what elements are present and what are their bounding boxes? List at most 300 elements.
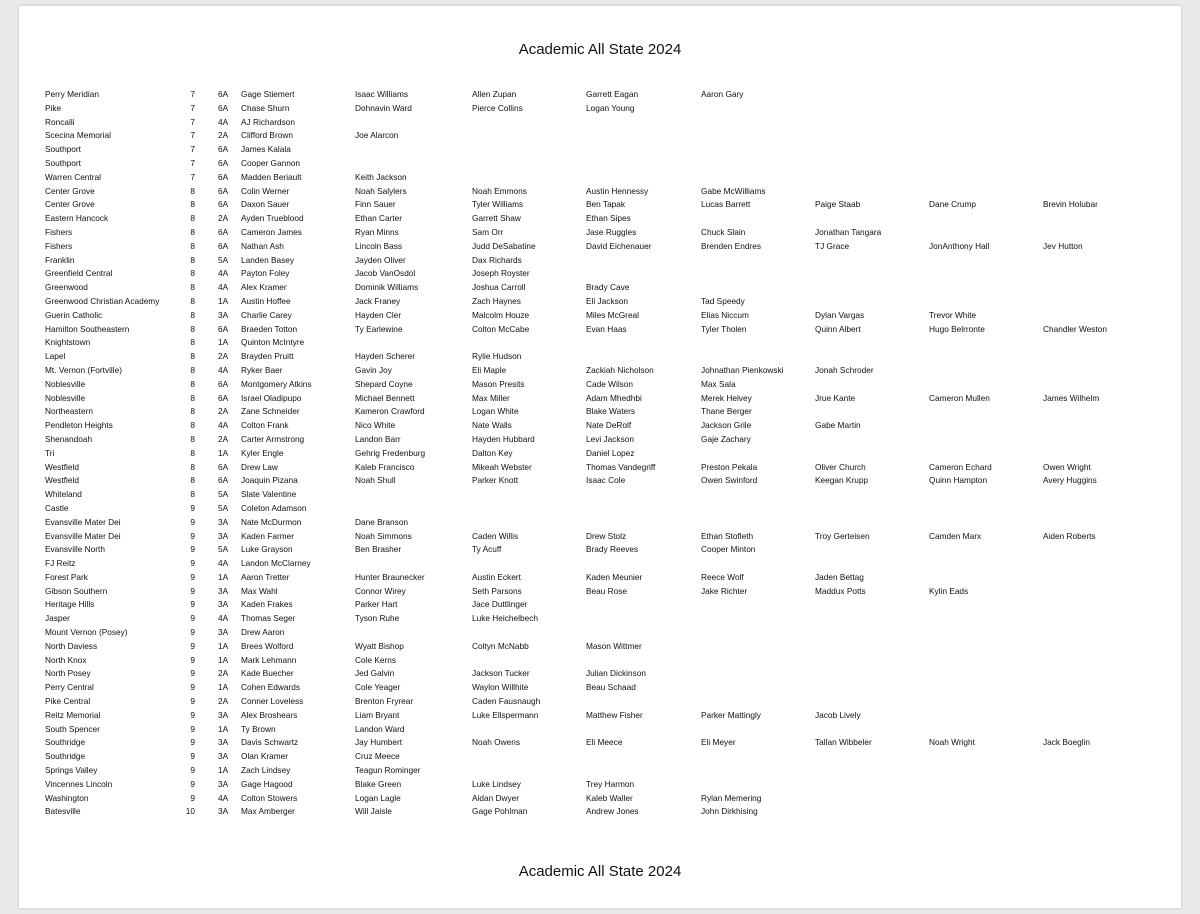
class-cell: 6A bbox=[218, 185, 229, 196]
student-name-cell: Colton Stowers bbox=[241, 792, 298, 803]
student-name-cell: Tyler Tholen bbox=[701, 323, 747, 334]
table-row bbox=[19, 543, 1181, 557]
school-cell: Franklin bbox=[45, 254, 75, 265]
class-cell: 4A bbox=[218, 613, 229, 624]
student-name-cell: Blake Green bbox=[355, 778, 402, 789]
student-name-cell: Merek Helvey bbox=[701, 392, 752, 403]
school-cell: North Daviess bbox=[45, 640, 98, 651]
student-name-cell: Will Jaisle bbox=[355, 806, 392, 817]
district-cell: 8 bbox=[190, 351, 195, 362]
class-cell: 1A bbox=[218, 640, 229, 651]
table-row bbox=[19, 571, 1181, 585]
student-name-cell: Dax Richards bbox=[472, 254, 522, 265]
class-cell: 6A bbox=[218, 461, 229, 472]
student-name-cell: Carter Armstrong bbox=[241, 433, 305, 444]
district-cell: 8 bbox=[190, 226, 195, 237]
student-name-cell: Ryker Baer bbox=[241, 364, 283, 375]
student-name-cell: Hayden Hubbard bbox=[472, 433, 535, 444]
student-name-cell: Seth Parsons bbox=[472, 585, 522, 596]
district-cell: 7 bbox=[190, 116, 195, 127]
student-name-cell: Gavin Joy bbox=[355, 364, 392, 375]
student-name-cell: Landen Basey bbox=[241, 254, 295, 265]
document-page bbox=[19, 6, 1181, 908]
student-name-cell: Tallan Wibbeler bbox=[815, 737, 872, 748]
student-name-cell: David Eichenauer bbox=[586, 240, 652, 251]
student-name-cell: Drew Stolz bbox=[586, 530, 627, 541]
school-cell: Shenandoah bbox=[45, 433, 93, 444]
student-name-cell: Nate McDurmon bbox=[241, 516, 302, 527]
student-name-cell: Colton Frank bbox=[241, 420, 289, 431]
school-cell: Southridge bbox=[45, 751, 86, 762]
table-row bbox=[19, 723, 1181, 737]
student-name-cell: Israel Oladipupo bbox=[241, 392, 302, 403]
district-cell: 8 bbox=[190, 378, 195, 389]
student-name-cell: Jack Franey bbox=[355, 295, 401, 306]
student-name-cell: Malcolm Houze bbox=[472, 309, 530, 320]
student-name-cell: Chuck Slain bbox=[701, 226, 746, 237]
school-cell: Evansville Mater Dei bbox=[45, 516, 121, 527]
student-name-cell: Connor Wirey bbox=[355, 585, 406, 596]
table-row bbox=[19, 461, 1181, 475]
student-name-cell: Isaac Cole bbox=[586, 475, 626, 486]
table-row bbox=[19, 226, 1181, 240]
class-cell: 2A bbox=[218, 668, 229, 679]
table-row bbox=[19, 295, 1181, 309]
student-name-cell: Noah Wright bbox=[929, 737, 975, 748]
district-cell: 9 bbox=[190, 723, 195, 734]
student-name-cell: Jackson Tucker bbox=[472, 668, 530, 679]
school-cell: Greenwood bbox=[45, 282, 88, 293]
school-cell: Fishers bbox=[45, 240, 73, 251]
school-cell: Southport bbox=[45, 144, 81, 155]
school-cell: Lapel bbox=[45, 351, 66, 362]
school-cell: Greenfield Central bbox=[45, 268, 113, 279]
student-name-cell: Finn Sauer bbox=[355, 199, 396, 210]
district-cell: 8 bbox=[190, 337, 195, 348]
student-name-cell: Mikeah Webster bbox=[472, 461, 532, 472]
student-name-cell: Beau Rose bbox=[586, 585, 628, 596]
school-cell: Fishers bbox=[45, 226, 73, 237]
student-name-cell: Austin Hoffee bbox=[241, 295, 291, 306]
student-name-cell: Brevin Holubar bbox=[1043, 199, 1098, 210]
table-row bbox=[19, 530, 1181, 544]
student-name-cell: Liam Bryant bbox=[355, 709, 400, 720]
district-cell: 8 bbox=[190, 309, 195, 320]
class-cell: 6A bbox=[218, 144, 229, 155]
table-row bbox=[19, 681, 1181, 695]
district-cell: 8 bbox=[190, 392, 195, 403]
student-name-cell: Eli Maple bbox=[472, 364, 507, 375]
student-name-cell: Cameron James bbox=[241, 226, 302, 237]
student-name-cell: Dominik Williams bbox=[355, 282, 419, 293]
student-name-cell: Noah Emmons bbox=[472, 185, 527, 196]
student-name-cell: Camden Marx bbox=[929, 530, 982, 541]
school-cell: Westfield bbox=[45, 461, 79, 472]
class-cell: 1A bbox=[218, 337, 229, 348]
student-name-cell: Tad Speedy bbox=[701, 295, 745, 306]
district-cell: 8 bbox=[190, 295, 195, 306]
school-cell: North Knox bbox=[45, 654, 87, 665]
student-name-cell: Julian Dickinson bbox=[586, 668, 646, 679]
student-name-cell: Gaje Zachary bbox=[701, 433, 751, 444]
class-cell: 4A bbox=[218, 116, 229, 127]
table-row bbox=[19, 254, 1181, 268]
school-cell: Noblesville bbox=[45, 392, 86, 403]
table-row bbox=[19, 612, 1181, 626]
table-row bbox=[19, 198, 1181, 212]
table-row bbox=[19, 764, 1181, 778]
table-row bbox=[19, 240, 1181, 254]
student-name-cell: Olan Kramer bbox=[241, 751, 289, 762]
table-row bbox=[19, 88, 1181, 102]
student-name-cell: Jev Hutton bbox=[1043, 240, 1083, 251]
student-name-cell: Rylan Memering bbox=[701, 792, 762, 803]
school-cell: Jasper bbox=[45, 613, 70, 624]
school-cell: Center Grove bbox=[45, 185, 95, 196]
student-name-cell: Mason Wittmer bbox=[586, 640, 642, 651]
school-cell: Mount Vernon (Posey) bbox=[45, 627, 128, 638]
student-name-cell: Landon Ward bbox=[355, 723, 405, 734]
table-row bbox=[19, 736, 1181, 750]
student-name-cell: Jaden Bettag bbox=[815, 571, 864, 582]
school-cell: Noblesville bbox=[45, 378, 86, 389]
class-cell: 2A bbox=[218, 696, 229, 707]
student-name-cell: Logan Lagle bbox=[355, 792, 401, 803]
school-cell: Perry Meridian bbox=[45, 89, 99, 99]
table-row bbox=[19, 157, 1181, 171]
district-cell: 8 bbox=[190, 433, 195, 444]
district-cell: 8 bbox=[190, 475, 195, 486]
student-name-cell: Drew Law bbox=[241, 461, 278, 472]
student-name-cell: Paige Staab bbox=[815, 199, 861, 210]
student-name-cell: Trey Harmon bbox=[586, 778, 635, 789]
district-cell: 9 bbox=[190, 654, 195, 665]
student-name-cell: Landon McClarney bbox=[241, 558, 311, 569]
student-name-cell: Parker Mattingly bbox=[701, 709, 761, 720]
student-name-cell: Preston Pekala bbox=[701, 461, 758, 472]
student-name-cell: Joe Alarcon bbox=[355, 130, 399, 141]
student-name-cell: Blake Waters bbox=[586, 406, 636, 417]
table-row bbox=[19, 709, 1181, 723]
student-name-cell: Daxon Sauer bbox=[241, 199, 290, 210]
student-name-cell: Tyson Ruhe bbox=[355, 613, 400, 624]
student-name-cell: Clifford Brown bbox=[241, 130, 293, 141]
class-cell: 4A bbox=[218, 792, 229, 803]
student-name-cell: Nate Walls bbox=[472, 420, 512, 431]
student-name-cell: Cooper Gannon bbox=[241, 157, 301, 168]
student-name-cell: Hayden Cler bbox=[355, 309, 402, 320]
student-name-cell: Daniel Lopez bbox=[586, 447, 635, 458]
class-cell: 6A bbox=[218, 102, 229, 113]
student-name-cell: Charlie Carey bbox=[241, 309, 292, 320]
table-row bbox=[19, 281, 1181, 295]
student-name-cell: Max Miller bbox=[472, 392, 510, 403]
district-cell: 7 bbox=[190, 171, 195, 182]
class-cell: 3A bbox=[218, 751, 229, 762]
class-cell: 6A bbox=[218, 378, 229, 389]
student-name-cell: Wyatt Bishop bbox=[355, 640, 404, 651]
student-name-cell: Dylan Vargas bbox=[815, 309, 865, 320]
student-name-cell: John Dirkhising bbox=[701, 806, 758, 817]
table-row bbox=[19, 171, 1181, 185]
student-name-cell: Nico White bbox=[355, 420, 396, 431]
table-row bbox=[19, 267, 1181, 281]
school-cell: Westfield bbox=[45, 475, 79, 486]
student-name-cell: Max Sala bbox=[701, 378, 736, 389]
district-cell: 9 bbox=[190, 516, 195, 527]
school-cell: Heritage Hills bbox=[45, 599, 95, 610]
student-name-cell: Andrew Jones bbox=[586, 806, 639, 817]
table-row bbox=[19, 419, 1181, 433]
student-name-cell: Shepard Coyne bbox=[355, 378, 413, 389]
district-cell: 9 bbox=[190, 696, 195, 707]
student-name-cell: Ty Earlewine bbox=[355, 323, 403, 334]
district-cell: 8 bbox=[190, 213, 195, 224]
student-name-cell: Jackson Grile bbox=[701, 420, 752, 431]
table-row bbox=[19, 309, 1181, 323]
district-cell: 9 bbox=[190, 571, 195, 582]
table-row bbox=[19, 185, 1181, 199]
student-name-cell: Dalton Key bbox=[472, 447, 513, 458]
student-name-cell: Cole Yeager bbox=[355, 682, 401, 693]
class-cell: 6A bbox=[218, 475, 229, 486]
school-cell: Knightstown bbox=[45, 337, 91, 348]
student-name-cell: Coleton Adamson bbox=[241, 502, 307, 513]
district-cell: 8 bbox=[190, 461, 195, 472]
student-name-cell: Kaden Frakes bbox=[241, 599, 293, 610]
class-cell: 2A bbox=[218, 351, 229, 362]
district-cell: 8 bbox=[190, 268, 195, 279]
school-cell: Pike Central bbox=[45, 696, 91, 707]
student-name-cell: Jack Boeglin bbox=[1043, 737, 1091, 748]
school-cell: FJ Reitz bbox=[45, 558, 76, 569]
student-name-cell: Kylin Eads bbox=[929, 585, 969, 596]
student-name-cell: Jonah Schroder bbox=[815, 364, 874, 375]
student-name-cell: Elias Niccum bbox=[701, 309, 749, 320]
student-name-cell: Garrett Shaw bbox=[472, 213, 521, 224]
student-name-cell: Aaron Gary bbox=[701, 89, 744, 99]
district-cell: 9 bbox=[190, 544, 195, 555]
student-name-cell: Maddux Potts bbox=[815, 585, 866, 596]
table-row bbox=[19, 433, 1181, 447]
district-cell: 8 bbox=[190, 364, 195, 375]
table-row bbox=[19, 392, 1181, 406]
class-cell: 3A bbox=[218, 599, 229, 610]
class-cell: 3A bbox=[218, 627, 229, 638]
student-name-cell: James Wilhelm bbox=[1043, 392, 1100, 403]
student-name-cell: Isaac Williams bbox=[355, 89, 409, 99]
student-name-cell: Max Wahl bbox=[241, 585, 278, 596]
student-name-cell: Michael Bennett bbox=[355, 392, 415, 403]
school-cell: Perry Central bbox=[45, 682, 94, 693]
student-name-cell: Kaden Farmer bbox=[241, 530, 295, 541]
student-name-cell: Ethan Sipes bbox=[586, 213, 631, 224]
school-cell: Pendleton Heights bbox=[45, 420, 113, 431]
class-cell: 1A bbox=[218, 723, 229, 734]
student-name-cell: Kyler Engle bbox=[241, 447, 284, 458]
table-row bbox=[19, 143, 1181, 157]
student-name-cell: Cooper Minton bbox=[701, 544, 756, 555]
district-cell: 7 bbox=[190, 157, 195, 168]
student-name-cell: Colton McCabe bbox=[472, 323, 530, 334]
page-footer-title: Academic All State 2024 bbox=[518, 863, 682, 880]
student-name-cell: Payton Foley bbox=[241, 268, 290, 279]
district-cell: 8 bbox=[190, 240, 195, 251]
class-cell: 1A bbox=[218, 765, 229, 776]
student-name-cell: Drew Aaron bbox=[241, 627, 285, 638]
student-name-cell: Eli Meece bbox=[586, 737, 623, 748]
school-cell: Roncalli bbox=[45, 116, 75, 127]
student-name-cell: Lucas Barrett bbox=[701, 199, 751, 210]
student-name-cell: Ty Acuff bbox=[472, 544, 502, 555]
class-cell: 2A bbox=[218, 213, 229, 224]
student-name-cell: James Kalala bbox=[241, 144, 291, 155]
student-name-cell: Luke Grayson bbox=[241, 544, 293, 555]
school-cell: Evansville North bbox=[45, 544, 105, 555]
school-cell: Batesville bbox=[45, 806, 81, 817]
table-row bbox=[19, 336, 1181, 350]
student-name-cell: Reece Wolf bbox=[701, 571, 744, 582]
student-name-cell: Zackiah Nicholson bbox=[586, 364, 654, 375]
school-cell: Washington bbox=[45, 792, 89, 803]
student-name-cell: Ryan Minns bbox=[355, 226, 399, 237]
district-cell: 9 bbox=[190, 558, 195, 569]
student-name-cell: Kameron Crawford bbox=[355, 406, 425, 417]
school-cell: Northeastern bbox=[45, 406, 93, 417]
student-name-cell: Cohen Edwards bbox=[241, 682, 301, 693]
table-row bbox=[19, 654, 1181, 668]
student-name-cell: Jay Humbert bbox=[355, 737, 403, 748]
class-cell: 5A bbox=[218, 489, 229, 500]
student-name-cell: Thane Berger bbox=[701, 406, 752, 417]
table-row bbox=[19, 585, 1181, 599]
student-name-cell: Landon Barr bbox=[355, 433, 401, 444]
student-name-cell: Jonathan Tangara bbox=[815, 226, 882, 237]
class-cell: 1A bbox=[218, 295, 229, 306]
table-row bbox=[19, 405, 1181, 419]
district-cell: 9 bbox=[190, 778, 195, 789]
student-name-cell: Waylon Willhite bbox=[472, 682, 529, 693]
student-name-cell: Zach Lindsey bbox=[241, 765, 291, 776]
student-name-cell: Gehrig Fredenburg bbox=[355, 447, 426, 458]
class-cell: 2A bbox=[218, 130, 229, 141]
class-cell: 3A bbox=[218, 585, 229, 596]
student-name-cell: Mason Presits bbox=[472, 378, 525, 389]
class-cell: 4A bbox=[218, 268, 229, 279]
student-name-cell: Caden Willis bbox=[472, 530, 519, 541]
student-name-cell: Chase Shurn bbox=[241, 102, 290, 113]
student-name-cell: Aidan Dwyer bbox=[472, 792, 520, 803]
student-name-cell: TJ Grace bbox=[815, 240, 850, 251]
student-name-cell: Max Amberger bbox=[241, 806, 295, 817]
student-name-cell: Quinn Albert bbox=[815, 323, 861, 334]
student-name-cell: Brady Reeves bbox=[586, 544, 639, 555]
school-cell: North Posey bbox=[45, 668, 91, 679]
school-cell: Mt. Vernon (Fortville) bbox=[45, 364, 122, 375]
student-name-cell: Brenton Fryrear bbox=[355, 696, 414, 707]
student-name-cell: Keith Jackson bbox=[355, 171, 407, 182]
student-name-cell: Hayden Scherer bbox=[355, 351, 415, 362]
student-name-cell: Trevor White bbox=[929, 309, 977, 320]
district-cell: 9 bbox=[190, 668, 195, 679]
student-name-cell: Dane Crump bbox=[929, 199, 977, 210]
class-cell: 1A bbox=[218, 682, 229, 693]
school-cell: Evansville Mater Dei bbox=[45, 530, 121, 541]
student-name-cell: Quinton McIntyre bbox=[241, 337, 305, 348]
student-name-cell: Alex Broshears bbox=[241, 709, 298, 720]
student-name-cell: Chandler Weston bbox=[1043, 323, 1107, 334]
school-cell: Scecina Memorial bbox=[45, 130, 111, 141]
student-name-cell: Zane Schneider bbox=[241, 406, 300, 417]
class-cell: 6A bbox=[218, 89, 229, 99]
student-name-cell: Jacob VanOsdol bbox=[355, 268, 416, 279]
student-name-cell: Noah Owens bbox=[472, 737, 520, 748]
student-name-cell: Logan White bbox=[472, 406, 519, 417]
class-cell: 6A bbox=[218, 226, 229, 237]
student-name-cell: Braeden Totton bbox=[241, 323, 298, 334]
class-cell: 3A bbox=[218, 309, 229, 320]
student-name-cell: Garrett Eagan bbox=[586, 89, 639, 99]
district-cell: 9 bbox=[190, 627, 195, 638]
student-name-cell: Matthew Fisher bbox=[586, 709, 643, 720]
district-cell: 8 bbox=[190, 254, 195, 265]
student-name-cell: Gage Hagood bbox=[241, 778, 293, 789]
student-name-cell: Avery Huggins bbox=[1043, 475, 1097, 486]
student-name-cell: Mark Lehmann bbox=[241, 654, 297, 665]
student-name-cell: Owen Swinford bbox=[701, 475, 758, 486]
class-cell: 1A bbox=[218, 654, 229, 665]
student-name-cell: Gabe Martin bbox=[815, 420, 861, 431]
table-row bbox=[19, 502, 1181, 516]
district-cell: 9 bbox=[190, 737, 195, 748]
table-row bbox=[19, 750, 1181, 764]
table-row bbox=[19, 598, 1181, 612]
student-name-cell: Ty Brown bbox=[241, 723, 276, 734]
district-cell: 9 bbox=[190, 585, 195, 596]
school-cell: South Spencer bbox=[45, 723, 100, 734]
school-cell: Guerin Catholic bbox=[45, 309, 103, 320]
class-cell: 4A bbox=[218, 420, 229, 431]
student-name-cell: Cole Kerns bbox=[355, 654, 397, 665]
student-name-cell: Colin Werner bbox=[241, 185, 290, 196]
class-cell: 1A bbox=[218, 447, 229, 458]
student-name-cell: Lincoln Bass bbox=[355, 240, 403, 251]
district-cell: 9 bbox=[190, 765, 195, 776]
table-row bbox=[19, 102, 1181, 116]
student-name-cell: Ethan Carter bbox=[355, 213, 403, 224]
student-name-cell: Noah Shull bbox=[355, 475, 396, 486]
school-cell: Whiteland bbox=[45, 489, 82, 500]
student-name-cell: Jed Galvin bbox=[355, 668, 395, 679]
student-name-cell: Beau Schaad bbox=[586, 682, 636, 693]
student-name-cell: Oliver Church bbox=[815, 461, 866, 472]
student-name-cell: Ben Brasher bbox=[355, 544, 402, 555]
school-cell: Southport bbox=[45, 157, 81, 168]
student-name-cell: Adam Mhedhbi bbox=[586, 392, 642, 403]
class-cell: 6A bbox=[218, 240, 229, 251]
student-name-cell: Eli Meyer bbox=[701, 737, 736, 748]
student-name-cell: Kaleb Francisco bbox=[355, 461, 415, 472]
student-name-cell: Madden Beriault bbox=[241, 171, 302, 182]
student-name-cell: Judd DeSabatine bbox=[472, 240, 536, 251]
student-name-cell: Cade Wilson bbox=[586, 378, 634, 389]
district-cell: 8 bbox=[190, 420, 195, 431]
district-cell: 8 bbox=[190, 199, 195, 210]
student-name-cell: Owen Wright bbox=[1043, 461, 1091, 472]
student-name-cell: Teagun Rominger bbox=[355, 765, 421, 776]
table-row bbox=[19, 364, 1181, 378]
table-row bbox=[19, 378, 1181, 392]
